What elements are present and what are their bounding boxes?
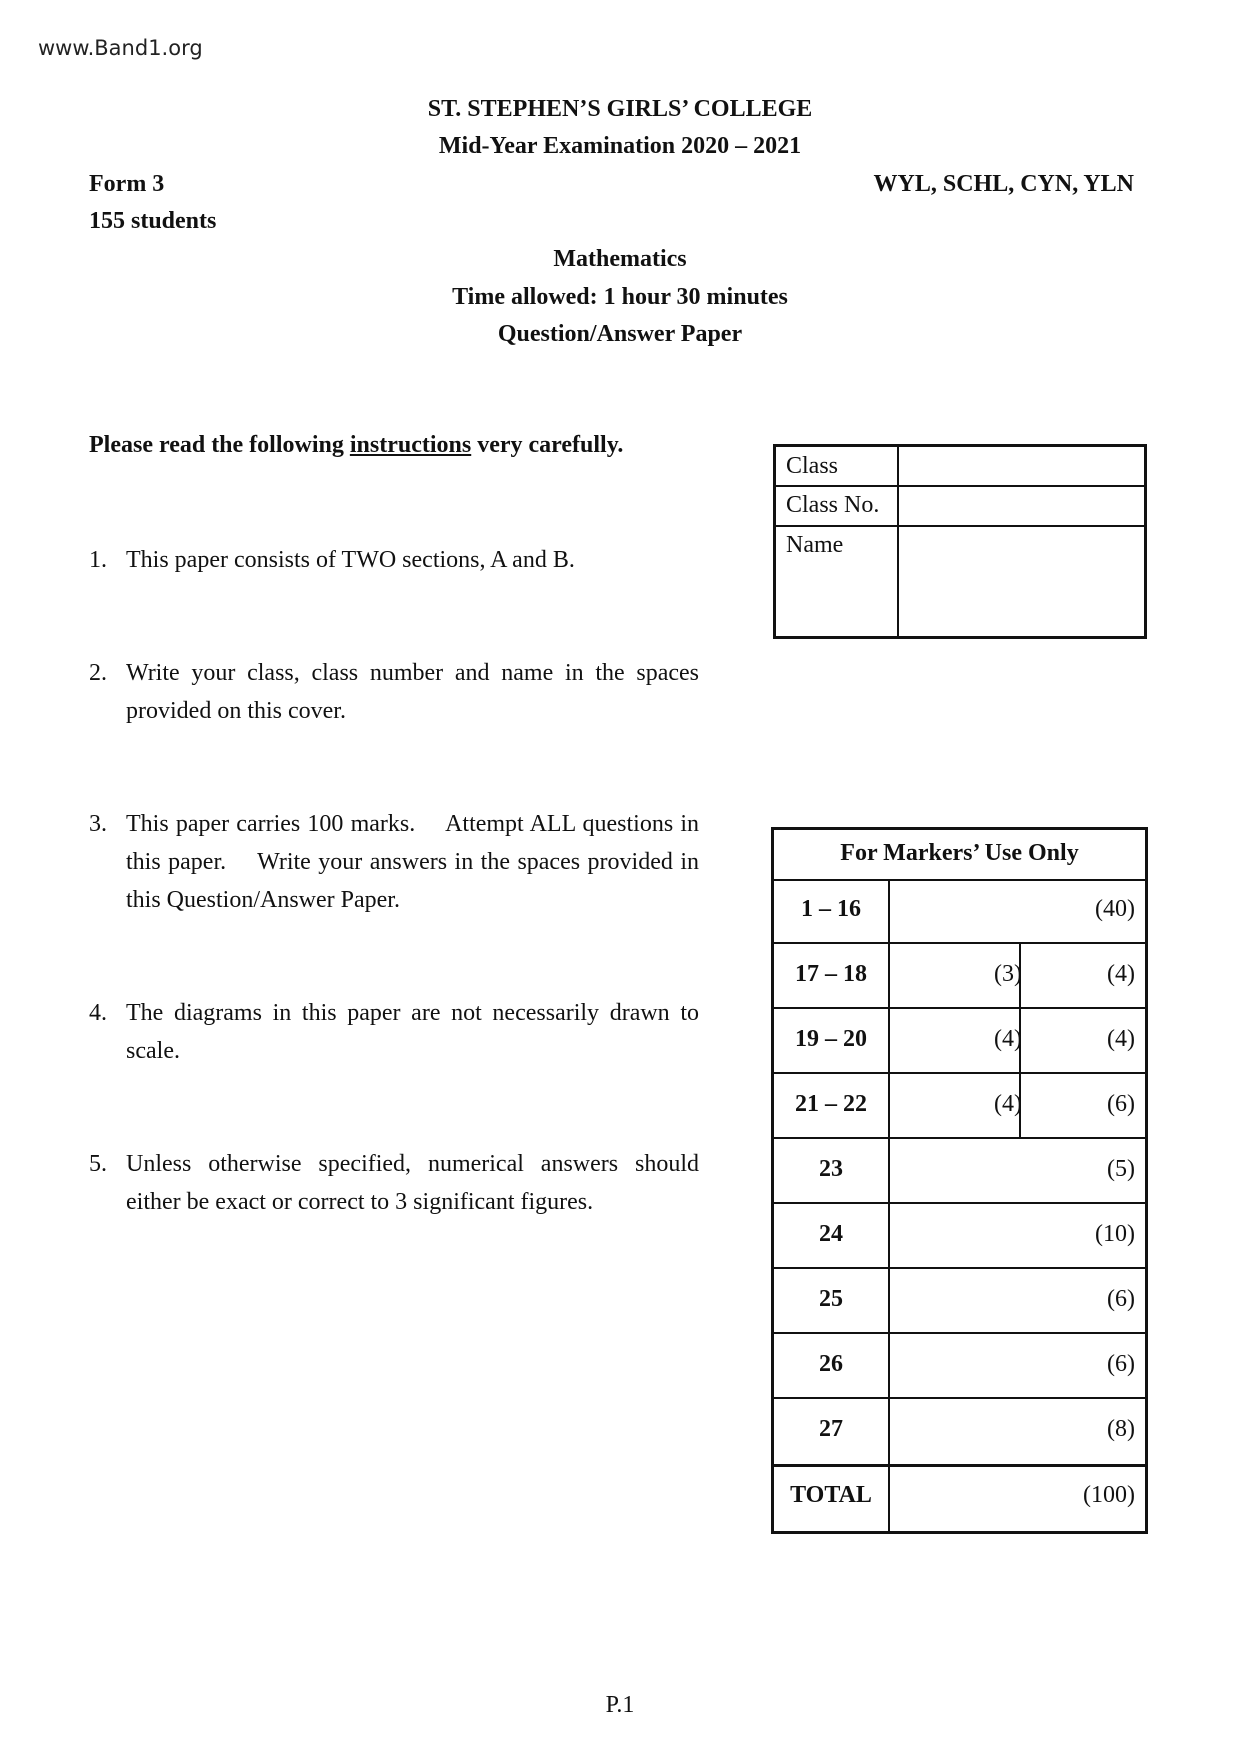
school-name: ST. STEPHEN’S GIRLS’ COLLEGE [427,96,813,122]
max-marks-first: (4) [994,1091,1022,1117]
instruction-item-2 [89,654,699,730]
instruction-text: Write your class, class number and name in the spaces provided on this cover. [126,660,699,724]
table-line [774,1464,1145,1467]
question-number: 25 [819,1286,843,1312]
paper-type: Question/Answer Paper [497,321,743,347]
markers-table [771,827,1148,1534]
student-info-box [773,444,1147,639]
question-number: 26 [819,1351,843,1377]
name-label: Name [786,532,844,558]
instruction-number: 2. [89,660,107,686]
question-range: 19 – 20 [795,1026,867,1052]
question-range: 17 – 18 [795,961,867,987]
subject-title: Mathematics [553,246,687,272]
table-line [774,879,1145,881]
time-allowed: Time allowed: 1 hour 30 minutes [452,284,788,310]
instruction-number: 4. [89,1000,107,1026]
table-line [774,1072,1145,1074]
instruction-number: 5. [89,1151,107,1177]
instruction-item-1 [89,541,699,579]
name-field[interactable] [900,527,1144,636]
exam-title: Mid-Year Examination 2020 – 2021 [438,133,802,159]
instructions-heading-underlined: instructions [349,432,472,458]
table-line [774,1202,1145,1204]
question-range: 21 – 22 [795,1091,867,1117]
instruction-number: 3. [89,811,107,837]
max-marks: (5) [1107,1156,1135,1182]
total-label: TOTAL [790,1482,872,1508]
instructions-heading [89,432,623,459]
instruction-text: This paper carries 100 marks. Attempt ALL questions in this paper. Write your answers in the spaces provided in this Question/Answer Paper. [126,811,699,913]
question-range: 1 – 16 [801,896,861,922]
table-line [774,1397,1145,1399]
total-marks: (100) [1083,1482,1135,1508]
table-line [774,1007,1145,1009]
form-label: Form 3 [89,171,165,197]
instruction-item-3 [89,805,699,919]
table-line [774,1267,1145,1269]
instruction-text: This paper consists of TWO sections, A and B. [126,547,575,573]
max-marks: (40) [1095,896,1135,922]
table-line [774,1137,1145,1139]
watermark-url: www.Band1.org [38,36,203,60]
table-line [774,942,1145,944]
instructions-heading-pre: Please read the following [89,432,350,458]
class-field[interactable] [900,447,1144,485]
max-marks: (6) [1107,1286,1135,1312]
max-marks: (6) [1107,1091,1135,1117]
instruction-item-5 [89,1145,699,1221]
max-marks: (4) [1107,961,1135,987]
max-marks: (6) [1107,1351,1135,1377]
page-number: P.1 [605,1692,635,1718]
question-number: 24 [819,1221,843,1247]
max-marks: (4) [1107,1026,1135,1052]
question-number: 27 [819,1416,843,1442]
question-number: 23 [819,1156,843,1182]
max-marks: (8) [1107,1416,1135,1442]
teachers-label: WYL, SCHL, CYN, YLN [873,171,1134,197]
max-marks-first: (4) [994,1026,1022,1052]
max-marks-first: (3) [994,961,1022,987]
instruction-text: Unless otherwise specified, numerical answers should either be exact or correct to 3 significant figures. [126,1151,699,1215]
markers-table-title: For Markers’ Use Only [840,840,1079,866]
table-column-line [888,879,890,1531]
max-marks: (10) [1095,1221,1135,1247]
instructions-heading-post: very carefully. [471,432,624,458]
info-box-divider [897,447,899,636]
instruction-text: The diagrams in this paper are not necessarily drawn to scale. [126,1000,699,1064]
instruction-item-4 [89,994,699,1070]
instruction-number: 1. [89,547,107,573]
class-no-label: Class No. [786,492,880,518]
class-no-field[interactable] [900,487,1144,525]
students-count: 155 students [89,208,217,234]
class-label: Class [786,453,839,479]
table-line [774,1332,1145,1334]
